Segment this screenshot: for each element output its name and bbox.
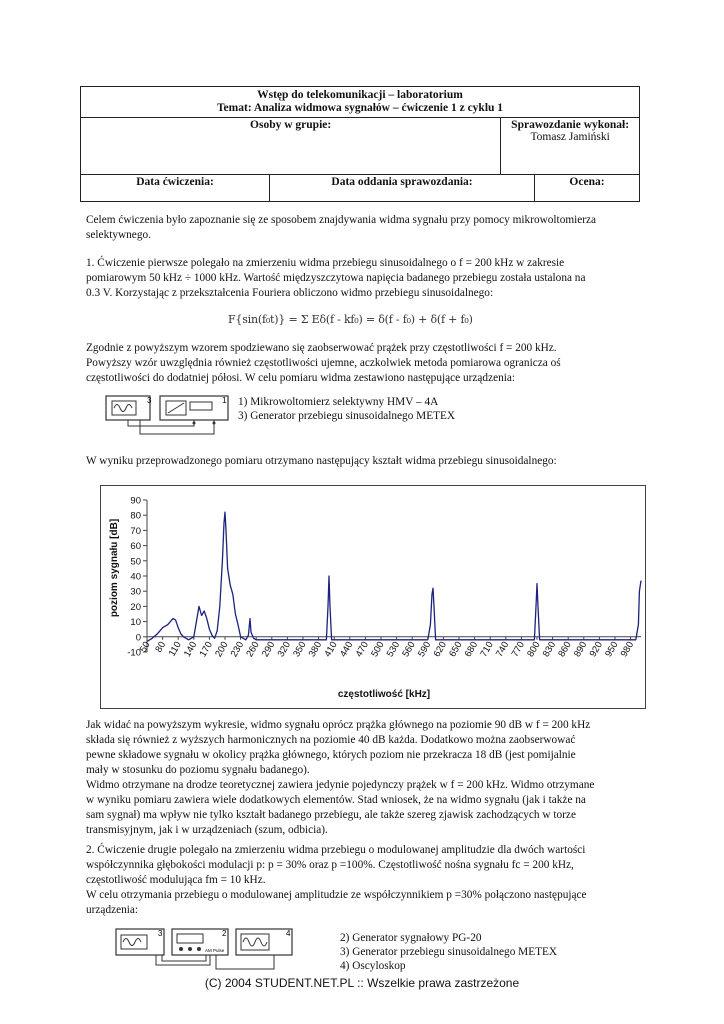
header-table [80, 86, 640, 202]
y-tick-label: 10 [130, 617, 141, 629]
intro-paragraph [86, 213, 642, 243]
x-tick-label: 50 [137, 639, 153, 655]
y-tick-label: 70 [130, 525, 141, 537]
device-number: 2 [222, 929, 227, 938]
expectation-paragraph [86, 341, 642, 386]
x-tick-label: 950 [603, 639, 621, 660]
fourier-formula: F{sin(f₀t)} = Σ Eδ(f - kf₀) = δ(f - f₀) + δ(f + f₀) [228, 313, 473, 326]
y-tick-label: 50 [130, 556, 141, 568]
y-axis-label: poziom sygnału [dB] [109, 518, 120, 618]
text-line: sam sygnał) ma wpływ nie tylko kształt badanego przebiegu, ale także szereg zjawisk zachodzących w torze [86, 809, 576, 821]
text-line: urządzenia: [86, 904, 139, 916]
wire [156, 955, 210, 965]
knob [179, 947, 183, 951]
x-tick-label: 290 [259, 639, 278, 660]
series-line-widmo [147, 512, 641, 641]
connector [213, 422, 216, 425]
text-line: 1. Ćwiczenie pierwsze polegało na zmierzeniu widma przebiegu sinusoidalnego o f = 200 kHz w zakresie [86, 257, 565, 269]
date-submit-label: Data oddania sprawozdania: [331, 176, 473, 188]
generator-screen [121, 935, 147, 949]
text-line: składa się również z wyższych harmonicznych na poziomie 40 dB każda. Dodatkowo można zaobserwować [86, 734, 576, 746]
y-tick-label: 0 [135, 632, 141, 644]
text-line: W celu otrzymania przebiegu o modulowanej amplitudzie ze współczynnikiem p =30% połączono następujące [86, 889, 587, 901]
setup-diagram-2 [114, 925, 296, 973]
text-line: w wyniku pomiaru zawiera wiele dodatkowych elementów. Stad wniosek, że na widmo sygnału (jak i także na [86, 794, 586, 806]
spectrum-chart [101, 486, 645, 708]
device-number: 4 [286, 929, 291, 938]
x-tick-label: 320 [275, 639, 293, 660]
result-intro: W wyniku przeprowadzonego pomiaru otrzymano następujący kształt widma przebiegu sinusoidalnego: [86, 455, 557, 467]
text-line: pewne składowe sygnału w okolicy prążka głównego, których poziom nie przekracza 18 dB (jest pomijalnie [86, 749, 576, 761]
x-tick-label: 710 [478, 639, 496, 660]
x-tick-label: 380 [306, 639, 325, 660]
x-tick-label: 980 [618, 639, 637, 660]
x-tick-label: 830 [540, 639, 559, 660]
x-tick-label: 590 [415, 639, 434, 660]
device-number: 3 [147, 396, 152, 405]
wire [162, 955, 206, 961]
text-line: częstotliwości do dodatniej półosi. W celu pomiaru widma zestawiono następujące urządzenia: [86, 372, 516, 384]
x-tick-label: 560 [400, 639, 418, 660]
y-tick-label: 90 [130, 495, 141, 507]
device-item: 4) Oscyloskop [340, 960, 406, 972]
x-tick-label: 170 [197, 639, 215, 660]
spectrum-chart-frame [100, 485, 646, 709]
voltmeter-display [190, 402, 212, 410]
x-tick-label: 200 [213, 639, 231, 660]
report-author: Tomasz Jamiński [530, 131, 610, 143]
text-line: pomiarowym 50 kHz ÷ 1000 kHz. Wartość międzyszczytowa napięcia badanego przebiegu została ustalona na [86, 272, 586, 284]
topic-title: Temat: Analiza widmowa sygnałów – ćwiczenie 1 z cyklu 1 [216, 102, 504, 114]
connector [193, 422, 196, 425]
signal-generator-display [177, 934, 203, 943]
text-line: Powyższy wzór uwzględnia również częstotliwości ujemne, aczkolwiek metoda pomiarowa ogranicza oś [86, 357, 561, 369]
x-axis-label: częstotliwość [kHz] [337, 689, 431, 700]
text-line: Zgodnie z powyższym wzorem spodziewano się zaobserwować prążek przy częstotliwości f = 200 kHz. [86, 342, 557, 354]
y-tick-label: 20 [130, 601, 141, 613]
x-tick-label: 350 [291, 639, 309, 660]
device-item: 1) Mikrowoltomierz selektywny HMV – 4A [238, 396, 439, 408]
x-tick-label: 860 [556, 639, 574, 660]
port-label: AM Pulse [205, 948, 225, 953]
x-tick-label: 80 [153, 639, 169, 655]
x-tick-label: 920 [587, 639, 605, 660]
date-exercise-label: Data ćwiczenia: [136, 176, 214, 188]
device-list-1 [238, 395, 455, 423]
wire [216, 955, 274, 969]
text-line: 0.3 V. Korzystając z przekształcenia Fouriera obliczono widmo przebiegu sinusoidalnego: [86, 287, 494, 299]
x-tick-label: 440 [337, 639, 356, 660]
text-line: współczynnika głębokości modulacji p: p = 30% oraz p =100%. Częstotliwość nośna sygnału fc = 200 kHz, [86, 859, 574, 871]
analysis-paragraph [86, 718, 642, 838]
group-label: Osoby w grupie: [250, 119, 332, 131]
x-tick-label: 680 [462, 639, 481, 660]
report-label: Sprawozdanie wykonał: [511, 119, 630, 131]
x-tick-label: 620 [431, 639, 449, 660]
text-line: Widmo otrzymane na drodze teoretycznej zawiera jedynie pojedynczy prążek w f = 200 kHz. Widmo otrzymane [86, 779, 595, 791]
device-item: 2) Generator sygnałowy PG-20 [340, 932, 482, 944]
x-tick-label: 770 [509, 639, 527, 660]
y-tick-label: -10 [127, 647, 141, 659]
y-tick-label: 30 [130, 586, 141, 598]
generator-screen [112, 401, 136, 415]
device-number: 3 [158, 929, 163, 938]
x-tick-label: 740 [493, 639, 512, 660]
grade-label: Ocena: [569, 176, 605, 188]
wire [128, 420, 194, 426]
wire [140, 420, 214, 434]
x-tick-label: 530 [384, 639, 403, 660]
text-line: Celem ćwiczenia było zapoznanie się ze sposobem znajdywania widma sygnału przy pomocy mikrowoltomierza [86, 214, 597, 226]
x-tick-label: 890 [571, 639, 590, 660]
x-tick-label: 110 [166, 639, 184, 659]
x-tick-label: 260 [244, 639, 262, 660]
device-list-2 [340, 931, 557, 973]
x-tick-label: 800 [525, 639, 543, 660]
knob [188, 947, 192, 951]
course-title: Wstęp do telekomunikacji – laboratorium [257, 89, 463, 101]
x-tick-label: 230 [228, 639, 247, 660]
knob [197, 947, 201, 951]
device-item: 3) Generator przebiegu sinusoidalnego METEX [238, 410, 456, 422]
exercise2-paragraph [86, 843, 642, 918]
y-tick-label: 80 [130, 510, 141, 522]
footer-copyright: (C) 2004 STUDENT.NET.PL :: Wszelkie prawa zastrzeżone [204, 976, 520, 990]
y-tick-label: 40 [130, 571, 141, 583]
setup-diagram-1 [104, 392, 232, 440]
text-line: częstotliwość modulująca fm = 10 kHz. [86, 874, 266, 886]
text-line: mały w stosunku do poziomu sygnału badanego). [86, 764, 310, 776]
x-tick-label: 470 [353, 639, 371, 660]
y-tick-label: 60 [130, 541, 141, 553]
x-tick-label: 650 [447, 639, 465, 660]
x-tick-label: 500 [369, 639, 387, 660]
x-tick-label: 140 [181, 639, 200, 660]
text-line: Jak widać na powyższym wykresie, widmo sygnału oprócz prążka głównego na poziomie 90 dB w f = 200 kHz [86, 719, 591, 731]
x-tick-label: 410 [322, 639, 340, 660]
device-number: 1 [222, 396, 227, 405]
text-line: transmisyjnym, jak i w urządzeniach (szum, odbicia). [86, 824, 328, 836]
exercise1-paragraph [86, 256, 642, 301]
text-line: selektywnego. [86, 229, 151, 241]
text-line: 2. Ćwiczenie drugie polegało na zmierzeniu widma przebiegu o modulowanej amplitudzie dla dwóch wartości [86, 844, 586, 856]
device-item: 3) Generator przebiegu sinusoidalnego METEX [340, 946, 558, 958]
